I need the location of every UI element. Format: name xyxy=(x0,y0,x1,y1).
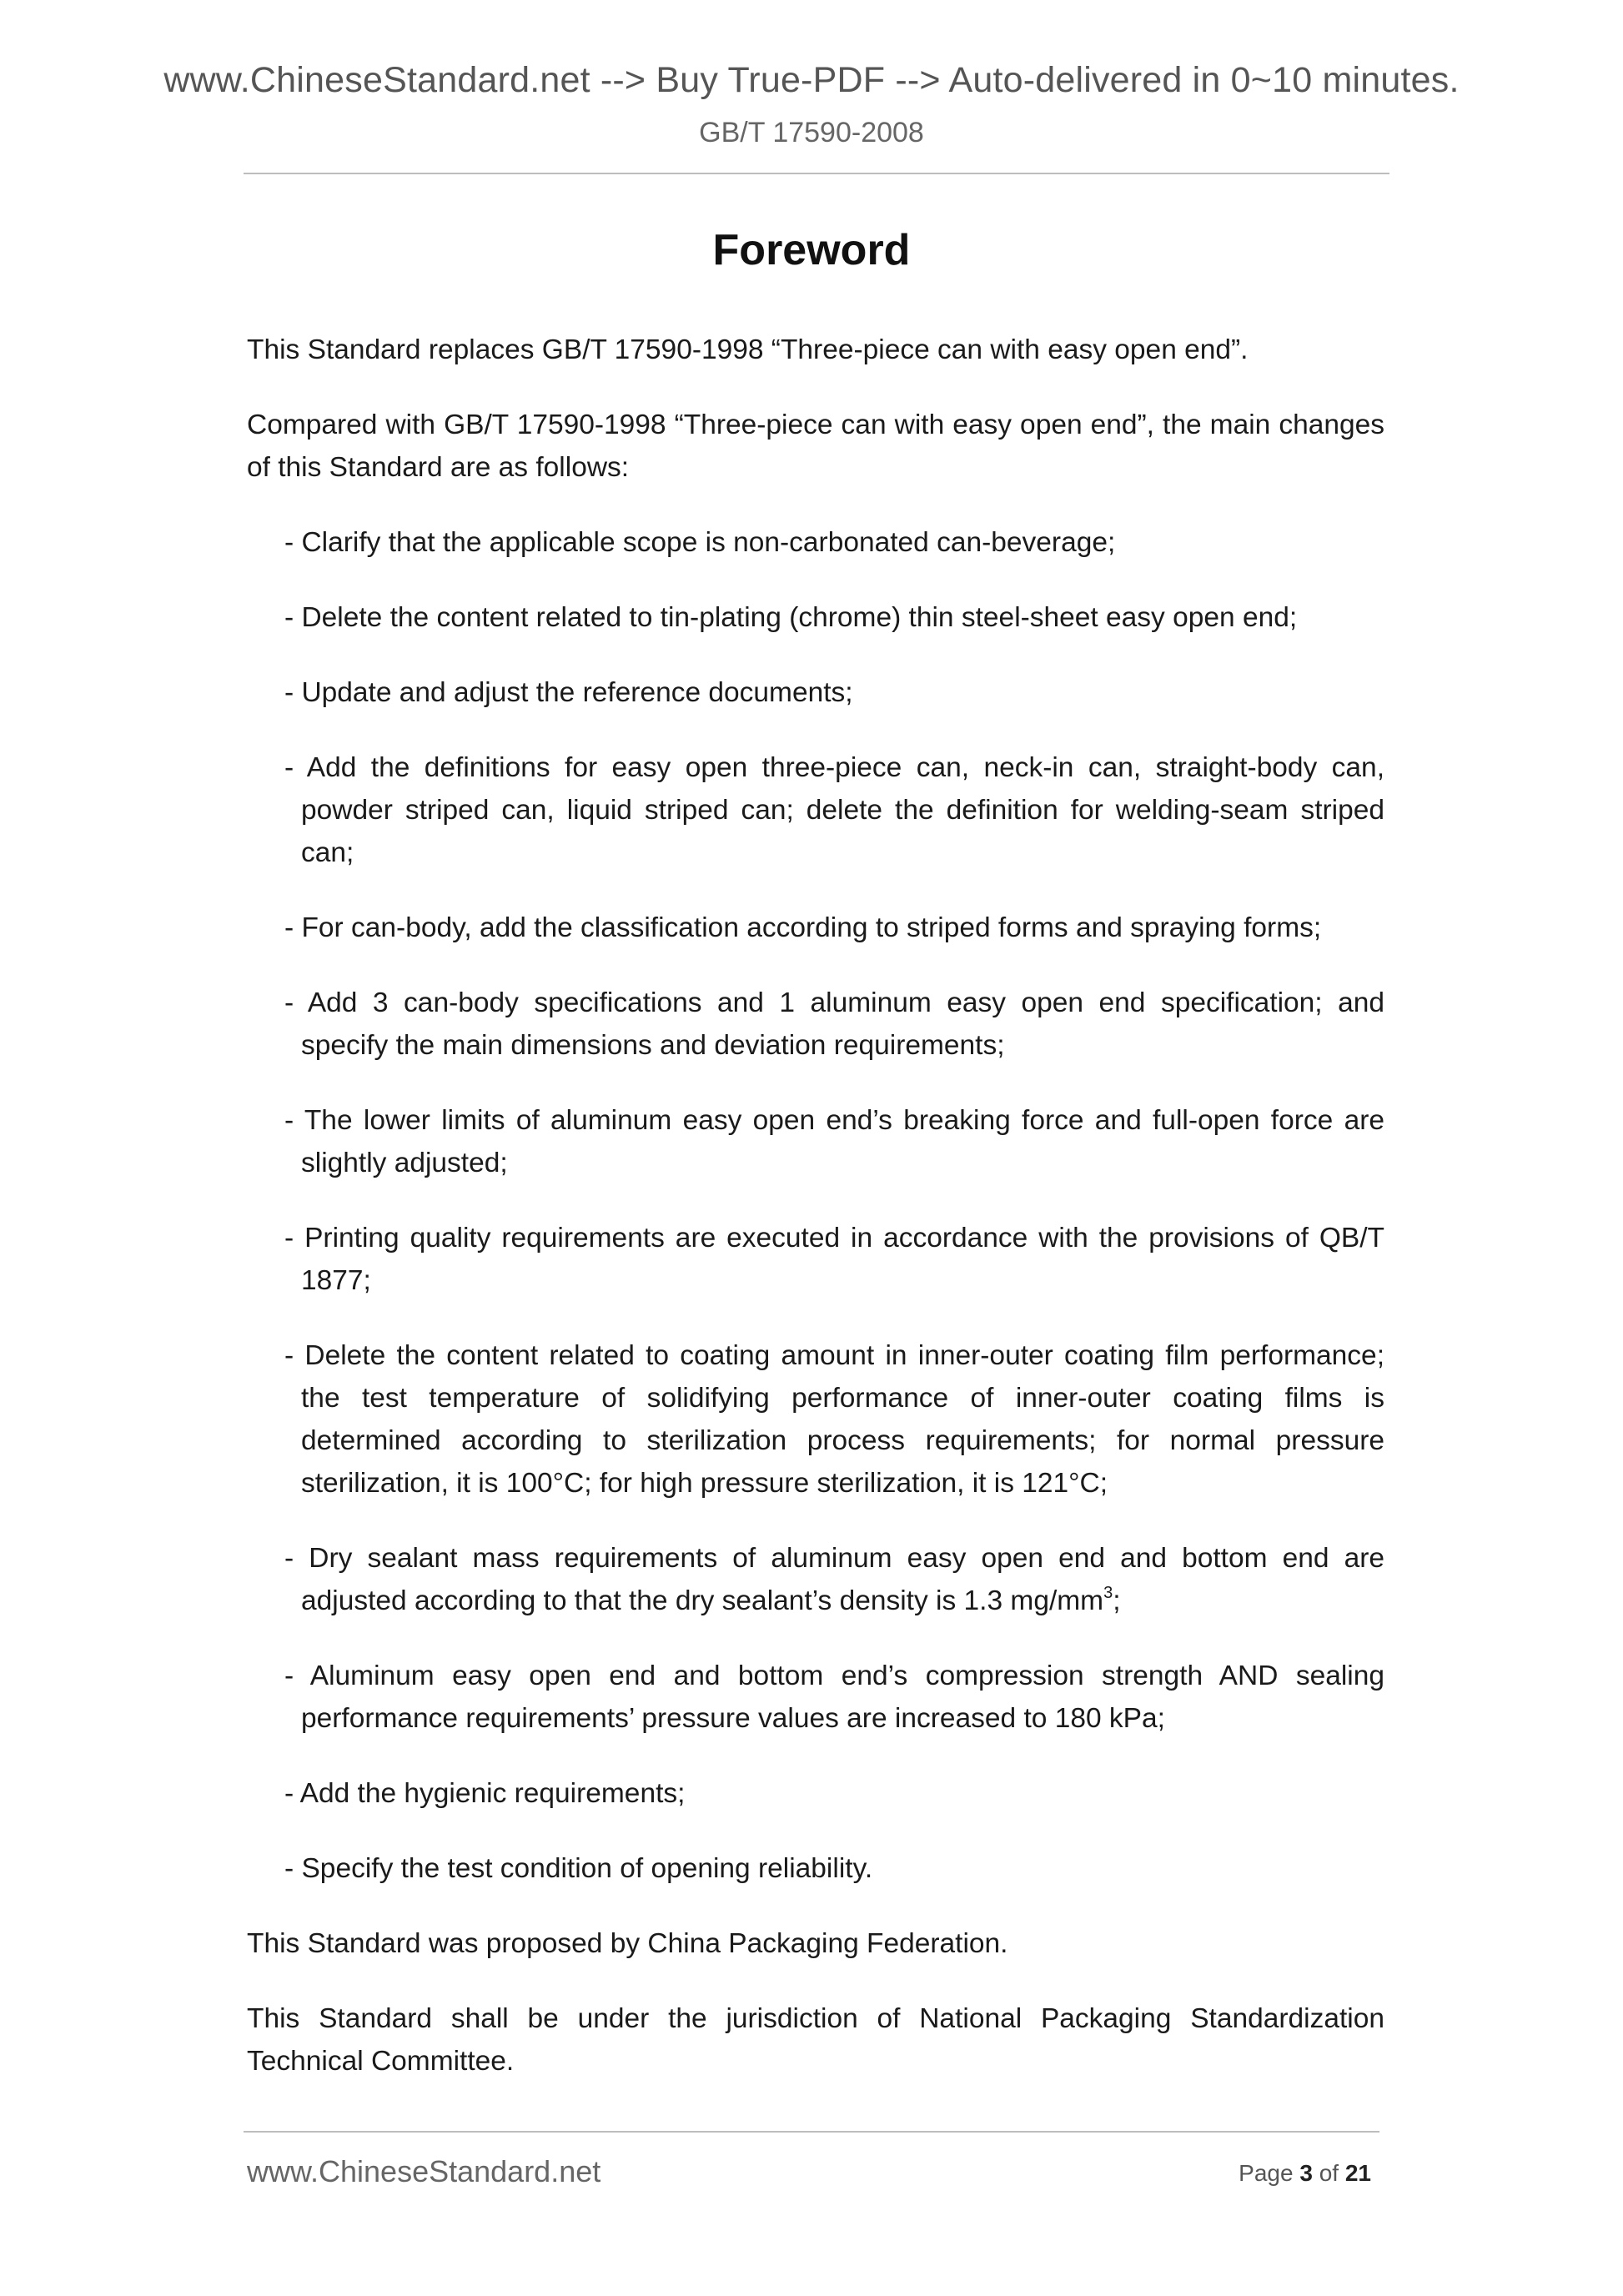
change-item: - Clarify that the applicable scope is non-carbonated can-beverage; xyxy=(284,527,1116,558)
change-item-sealant xyxy=(284,1537,1384,1622)
document-body xyxy=(247,329,1384,2115)
change-item: - Delete the content related to coating amount in inner-outer coating film performance; the test temperature of solidifying performance of inner-outer coating films is determined according to sterilization process requirements; for normal pressure sterilization, it is 100°C; for high pressure sterilization, it is 121°C; xyxy=(284,1340,1384,1499)
page-of: of xyxy=(1319,2160,1339,2186)
change-item: - Update and adjust the reference documents; xyxy=(284,677,853,708)
paragraph-jurisdiction: This Standard shall be under the jurisdiction of National Packaging Standardization Technical Committee. xyxy=(247,2003,1384,2077)
header-banner: www.ChineseStandard.net --> Buy True-PDF --> Auto-delivered in 0~10 minutes. xyxy=(163,60,1460,100)
standard-code: GB/T 17590-2008 xyxy=(699,117,924,148)
paragraph-proposed: This Standard was proposed by China Packaging Federation. xyxy=(247,1928,1008,1959)
paragraph-replaces: This Standard replaces GB/T 17590-1998 “Three-piece can with easy open end”. xyxy=(247,334,1249,365)
change-item: - Printing quality requirements are executed in accordance with the provisions of QB/T 1877; xyxy=(284,1223,1384,1296)
change-item: - The lower limits of aluminum easy open end’s breaking force and full-open force are slightly adjusted; xyxy=(284,1105,1384,1178)
unit-superscript: 3 xyxy=(1103,1584,1113,1602)
footer-site-link[interactable]: www.ChineseStandard.net xyxy=(247,2154,601,2188)
change-item: - Delete the content related to tin-plating (chrome) thin steel-sheet easy open end; xyxy=(284,602,1298,633)
change-item: - Aluminum easy open end and bottom end’s compression strength AND sealing performance requirements’ pressure values are increased to 180 kPa; xyxy=(284,1660,1384,1734)
sealant-tail: ; xyxy=(1113,1585,1121,1616)
change-item: - Add the hygienic requirements; xyxy=(284,1778,686,1809)
change-item: - Specify the test condition of opening reliability. xyxy=(284,1853,873,1884)
change-item: - For can-body, add the classification according to striped forms and spraying forms; xyxy=(284,912,1322,943)
header-divider xyxy=(244,173,1389,174)
paragraph-compared: Compared with GB/T 17590-1998 “Three-piece can with easy open end”, the main changes of this Standard are as follows: xyxy=(247,409,1384,483)
page-title: Foreword xyxy=(712,226,911,274)
page-label: Page xyxy=(1239,2160,1294,2186)
page-number xyxy=(1239,2160,1371,2187)
page-total: 21 xyxy=(1344,2160,1371,2186)
change-item: - Add 3 can-body specifications and 1 aluminum easy open end specification; and specify the main dimensions and deviation requirements; xyxy=(284,987,1384,1061)
change-item: - Add the definitions for easy open three-piece can, neck-in can, straight-body can, powder striped can, liquid striped can; delete the definition for welding-seam striped can; xyxy=(284,752,1384,868)
page-current: 3 xyxy=(1299,2160,1313,2186)
sealant-text: - Dry sealant mass requirements of aluminum easy open end and bottom end are adjusted according to that the dry sealant’s density is 1.3 mg/mm xyxy=(284,1543,1384,1616)
footer-divider xyxy=(244,2131,1379,2133)
